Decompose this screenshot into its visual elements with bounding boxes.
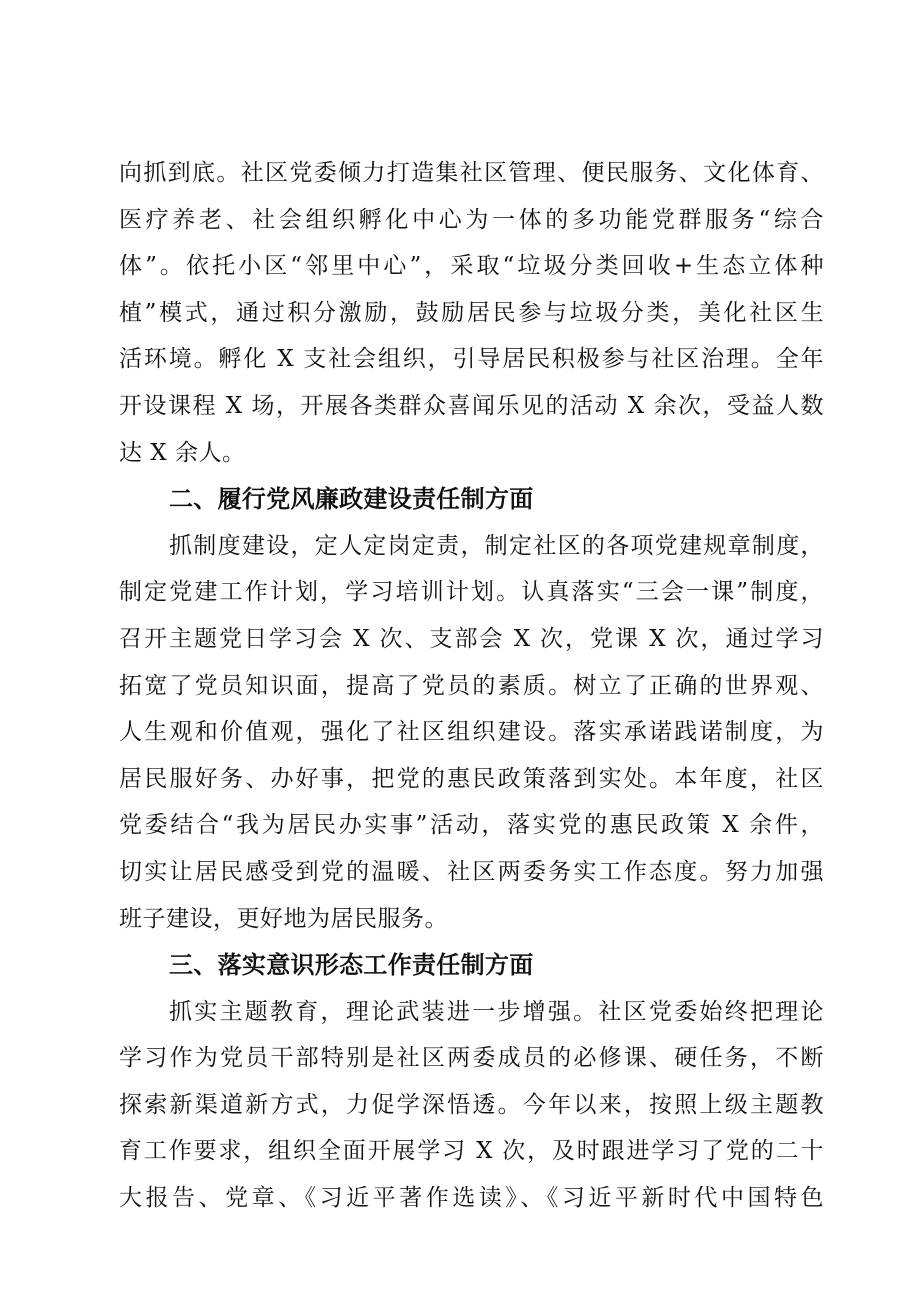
text-line: 开设课程 X 场，开展各类群众喜闻乐见的活动 X 余次，受益人数 <box>119 392 824 419</box>
paragraph-ideology-responsibility <box>119 989 824 1222</box>
text-line: 抓制度建设，定人定岗定责，制定社区的各项党建规章制度， <box>169 532 824 559</box>
text-line: 达 X 余人。 <box>119 439 246 466</box>
text-line: 党委结合“我为居民办实事”活动，落实党的惠民政策 X 余件， <box>119 812 824 839</box>
text-line: 体”。依托小区“邻里中心”，采取“垃圾分类回收+生态立体种 <box>119 253 824 280</box>
text-line: 植”模式，通过积分激励，鼓励居民参与垃圾分类，美化社区生 <box>119 299 824 326</box>
paragraph-community-services <box>119 150 824 476</box>
text-line: 召开主题党日学习会 X 次、支部会 X 次，党课 X 次，通过学习 <box>119 625 824 652</box>
text-line: 育工作要求，组织全面开展学习 X 次，及时跟进学习了党的二十 <box>119 1138 824 1165</box>
section-heading-3: 三、落实意识形态工作责任制方面 <box>169 951 534 980</box>
text-line: 拓宽了党员知识面，提高了党员的素质。树立了正确的世界观、 <box>119 672 824 699</box>
text-line: 人生观和价值观，强化了社区组织建设。落实承诺践诺制度，为 <box>119 719 824 746</box>
text-line: 活环境。孵化 X 支社会组织，引导居民积极参与社区治理。全年 <box>119 346 824 373</box>
document-body <box>119 150 824 1222</box>
text-line: 切实让居民感受到党的温暖、社区两委务实工作态度。努力加强 <box>119 858 824 885</box>
text-line: 制定党建工作计划，学习培训计划。认真落实“三会一课”制度， <box>119 579 824 606</box>
paragraph-integrity-responsibility <box>119 523 824 942</box>
text-line: 班子建设，更好地为居民服务。 <box>119 905 448 932</box>
text-line: 大报告、党章、《习近平著作选读》、《习近平新时代中国特色 <box>119 1185 824 1212</box>
text-line: 抓实主题教育，理论武装进一步增强。社区党委始终把理论 <box>169 998 824 1025</box>
section-heading-2: 二、履行党风廉政建设责任制方面 <box>169 485 534 514</box>
text-line: 学习作为党员干部特别是社区两委成员的必修课、硬任务，不断 <box>119 1045 824 1072</box>
text-line: 探索新渠道新方式，力促学深悟透。今年以来，按照上级主题教 <box>119 1091 824 1118</box>
text-line: 医疗养老、社会组织孵化中心为一体的多功能党群服务“综合 <box>119 206 824 233</box>
text-line: 居民服好务、办好事，把党的惠民政策落到实处。本年度，社区 <box>119 765 824 792</box>
text-line: 向抓到底。社区党委倾力打造集社区管理、便民服务、文化体育、 <box>119 160 824 186</box>
